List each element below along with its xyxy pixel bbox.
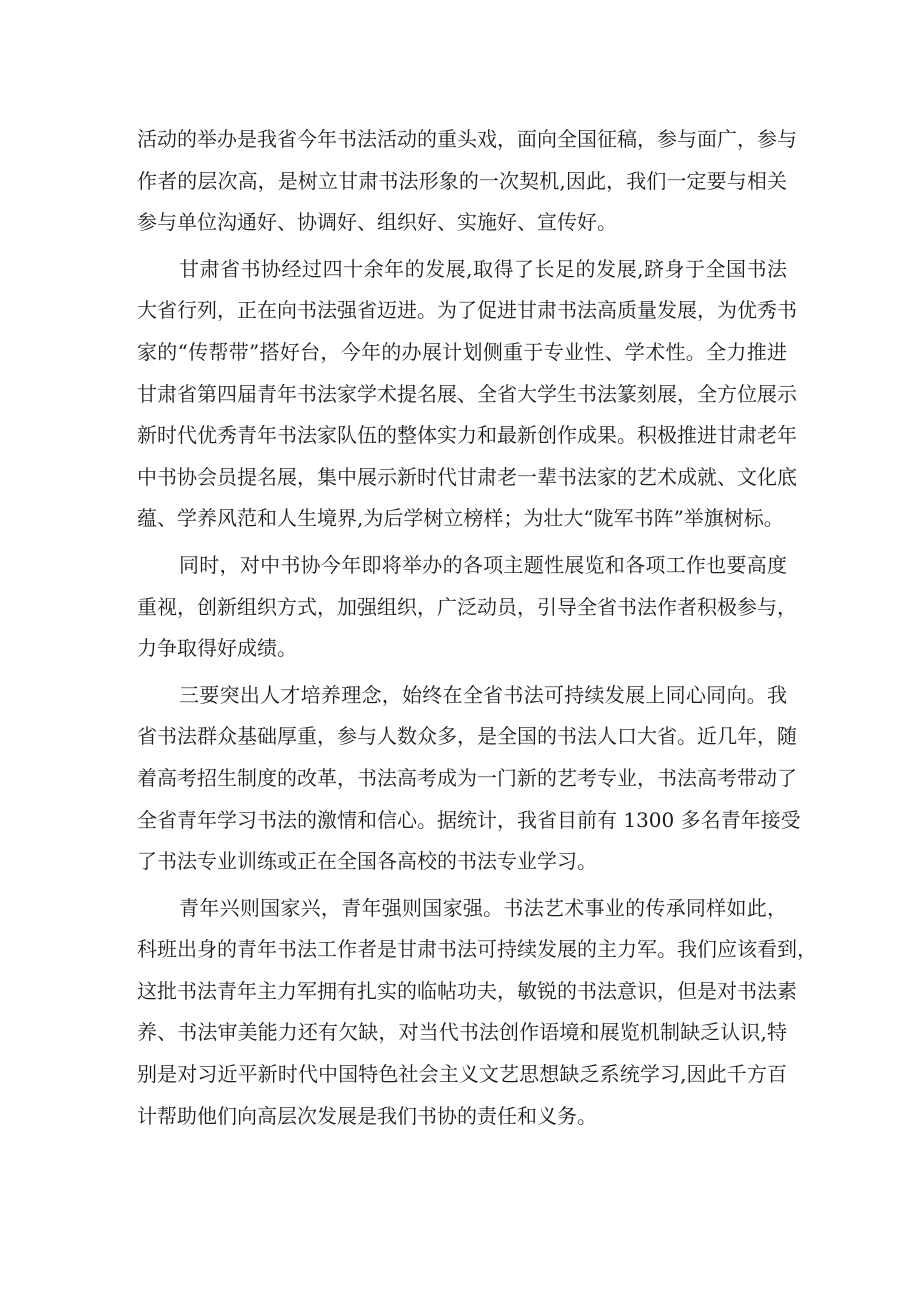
text-line: 重视，创新组织方式，加强组织，广泛动员，引导全省书法作者积极参与， xyxy=(137,594,797,619)
text-line: 全省青年学习书法的激情和信心。据统计，我省目前有 1300 多名青年接受 xyxy=(137,807,801,832)
text-line: 别是对习近平新时代中国特色社会主义文艺思想缺乏系统学习,因此千方百 xyxy=(137,1062,787,1087)
text-line: 新时代优秀青年书法家队伍的整体实力和最新创作成果。积极推进甘肃老年 xyxy=(137,423,797,448)
text-line: 参与单位沟通好、协调好、组织好、实施好、宣传好。 xyxy=(137,210,617,235)
document-body xyxy=(137,119,817,1142)
text-line: 甘肃省第四届青年书法家学术提名展、全省大学生书法篆刻展，全方位展示 xyxy=(137,381,797,406)
text-line: 蕴、学养风范和人生境界,为后学树立榜样；为壮大“陇军书阵”举旗树标。 xyxy=(137,506,784,531)
paragraph xyxy=(137,119,797,244)
text-line: 这批书法青年主力军拥有扎实的临帖功夫，敏锐的书法意识，但是对书法素 xyxy=(137,978,797,1003)
paragraph xyxy=(137,545,797,670)
text-line: 三要突出人才培养理念，始终在全省书法可持续发展上同心同向。我 xyxy=(179,682,787,707)
text-line: 中书协会员提名展，集中展示新时代甘肃老一辈书法家的艺术成就、文化底 xyxy=(137,464,797,489)
text-line: 作者的层次高，是树立甘肃书法形象的一次契机,因此，我们一定要与相关 xyxy=(137,168,787,193)
text-line: 青年兴则国家兴，青年强则国家强。书法艺术事业的传承同样如此， xyxy=(179,895,787,920)
text-line: 省书法群众基础厚重，参与人数众多，是全国的书法人口大省。近几年，随 xyxy=(137,724,797,749)
paragraph xyxy=(137,675,801,883)
text-line: 养、书法审美能力还有欠缺，对当代书法创作语境和展览机制缺乏认识,特 xyxy=(137,1020,787,1045)
text-line: 着高考招生制度的改革，书法高考成为一门新的艺考专业，书法高考带动了 xyxy=(137,765,797,790)
text-line: 计帮助他们向高层次发展是我们书协的责任和义务。 xyxy=(137,1103,597,1128)
paragraph xyxy=(137,888,817,1138)
paragraph xyxy=(137,249,797,540)
text-line: 活动的举办是我省今年书法活动的重头戏，面向全国征稿，参与面广，参与 xyxy=(137,127,797,151)
text-line: 科班出身的青年书法工作者是甘肃书法可持续发展的主力军。我们应该看到， xyxy=(137,937,817,962)
text-line: 同时，对中书协今年即将举办的各项主题性展览和各项工作也要高度 xyxy=(179,552,787,577)
text-line: 力争取得好成绩。 xyxy=(137,636,297,661)
text-line: 家的“传帮带”搭好台，今年的办展计划侧重于专业性、学术性。全力推进 xyxy=(137,339,787,364)
text-line: 大省行列，正在向书法强省迈进。为了促进甘肃书法高质量发展，为优秀书 xyxy=(137,298,797,323)
text-line: 了书法专业训练或正在全国各高校的书法专业学习。 xyxy=(137,849,597,874)
text-line: 甘肃省书协经过四十余年的发展,取得了长足的发展,跻身于全国书法 xyxy=(179,256,787,281)
